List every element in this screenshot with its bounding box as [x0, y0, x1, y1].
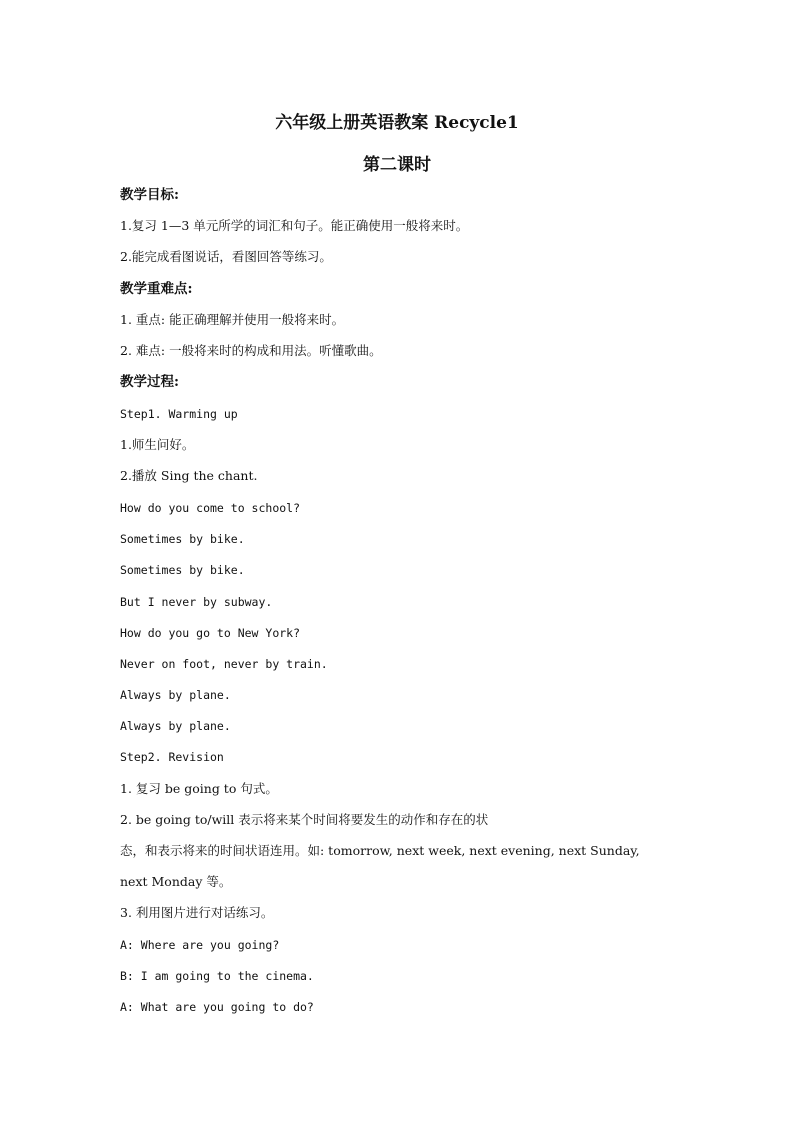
objective-item: 1.复习 1—3 单元所学的词汇和句子。能正确使用一般将来时。 — [120, 218, 469, 233]
chant-line: Sometimes by bike. — [120, 563, 245, 577]
step-heading: Step1. Warming up — [120, 407, 238, 421]
step-heading: Step2. Revision — [120, 750, 224, 764]
revision-item: 2. be going to/will 表示将来某个时间将要发生的动作和存在的状 — [120, 812, 489, 827]
chant-line: But I never by subway. — [120, 595, 273, 609]
dialogue-line: A: What are you going to do? — [120, 1000, 314, 1014]
dialogue-line: B: I am going to the cinema. — [120, 969, 314, 983]
section-heading-objectives: 教学目标: — [120, 187, 179, 203]
revision-item-continued: 态，和表示将来的时间状语连用。如: tomorrow, next week, next evening, next Sunday, — [120, 843, 640, 858]
chant-line: Always by plane. — [120, 688, 231, 702]
revision-item: 1. 复习 be going to 句式。 — [120, 781, 278, 796]
revision-item-continued: next Monday 等。 — [120, 874, 232, 889]
chant-line: How do you come to school? — [120, 501, 301, 515]
section-heading-key-points: 教学重难点: — [120, 281, 193, 297]
chant-line: Always by plane. — [120, 719, 231, 733]
process-item: 1.师生问好。 — [120, 437, 195, 452]
section-heading-process: 教学过程: — [120, 374, 179, 390]
key-point-item: 1. 重点: 能正确理解并使用一般将来时。 — [120, 312, 345, 327]
lesson-subtitle: 第二课时 — [363, 155, 431, 175]
chant-line: Sometimes by bike. — [120, 532, 245, 546]
chant-line: Never on foot, never by train. — [120, 657, 328, 671]
key-point-item: 2. 难点: 一般将来时的构成和用法。听懂歌曲。 — [120, 343, 382, 358]
dialogue-line: A: Where are you going? — [120, 938, 280, 952]
revision-item: 3. 利用图片进行对话练习。 — [120, 905, 274, 920]
chant-line: How do you go to New York? — [120, 626, 301, 640]
document-title: 六年级上册英语教案 Recycle1 — [275, 113, 519, 133]
process-item: 2.播放 Sing the chant. — [120, 468, 258, 483]
objective-item: 2.能完成看图说话，看图回答等练习。 — [120, 249, 332, 264]
